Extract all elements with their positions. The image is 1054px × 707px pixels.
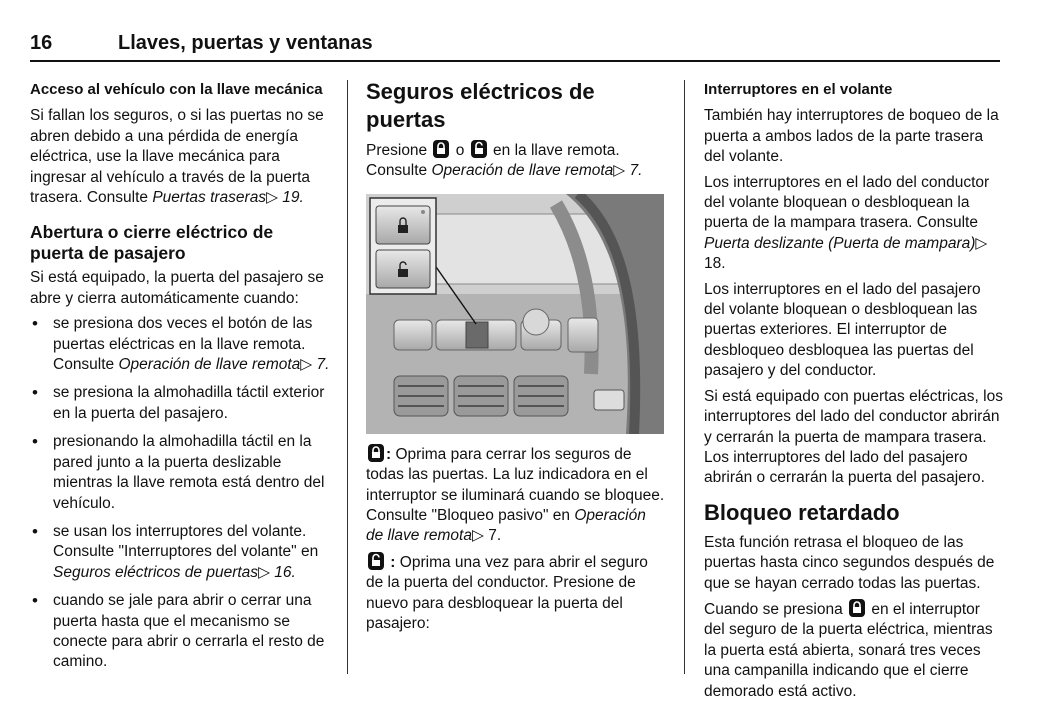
ref-link[interactable]: Seguros eléctricos de puertas	[53, 563, 259, 581]
condition-list	[30, 314, 330, 673]
door-lock-switch-photo	[366, 194, 664, 434]
ref-link[interactable]: Operación de llave remota	[118, 356, 301, 374]
arrow-icon: ▷	[300, 356, 313, 374]
column-divider	[684, 80, 685, 674]
column-divider	[347, 80, 348, 674]
paragraph: Los interruptores en el lado del conductor del volante bloquean o desbloquean la puerta de la mampara trasera. Consulte Puerta deslizante (Puerta de mampara)▷ 18.	[704, 173, 990, 273]
arrow-icon: ▷	[258, 563, 270, 581]
ref-link[interactable]: Operación de llave remota	[366, 507, 646, 545]
ref-link[interactable]: Operación de llave remota	[431, 162, 614, 180]
list-item: • se presiona dos veces el botón de las puertas eléctricas en la llave remota. Consulte Operación de llave remota▷ 7.	[30, 314, 330, 375]
lock-closed-icon	[433, 140, 449, 158]
lock-open-icon	[368, 552, 384, 570]
arrow-icon: ▷	[266, 189, 278, 207]
page-header	[30, 30, 1000, 62]
ref-link[interactable]: Puerta deslizante (Puerta de mampara)	[704, 234, 976, 252]
lock-closed-icon	[368, 444, 384, 462]
section-title: Seguros eléctricos de puertas	[366, 79, 595, 132]
lock-open-icon	[471, 140, 487, 158]
arrow-icon: ▷	[975, 234, 988, 252]
column-left	[30, 80, 330, 681]
list-item: • se presiona la almohadilla táctil exterior en la puerta del pasajero.	[30, 383, 330, 424]
ref-link[interactable]: Puertas traseras	[152, 189, 267, 207]
page-title: Llaves, puertas y ventanas	[118, 32, 373, 54]
list-item: • presionando la almohadilla táctil en la pared junto a la puerta deslizable mientras la llave remota está dentro del vehículo.	[30, 432, 330, 514]
heading-mechanical-key: Acceso al vehículo con la llave mecánica	[30, 81, 323, 98]
lock-closed-icon	[849, 599, 865, 617]
paragraph-unlock: : Oprima una vez para abrir el seguro de la puerta del conductor. Presione de nuevo para desbloquear la puerta del pasajero:	[366, 553, 648, 633]
paragraph-lock: : Oprima para cerrar los seguros de todas las puertas. La luz indicadora en el interruptor se iluminará cuando se bloquee. Consulte "Bloqueo pasivo" en Operación de llave remota▷ 7.	[366, 445, 665, 545]
paragraph: Cuando se presiona en el interruptor del seguro de la puerta eléctrica, mientras la puerta está abierta, sonará tres veces una campanilla indicando que el cierre demorado está activo.	[704, 600, 993, 700]
paragraph: También hay interruptores de boqueo de la puerta a ambos lados de la parte trasera del volante.	[704, 107, 999, 166]
page-number: 16	[30, 32, 53, 54]
column-middle	[366, 80, 666, 639]
heading-delayed-lock: Bloqueo retardado	[704, 499, 900, 525]
arrow-icon: ▷	[471, 527, 484, 545]
paragraph: Los interruptores en el lado del pasajero del volante bloquean o desbloquean las puertas exteriores. El interruptor de desbloqueo desbloquea las puertas del pasajero y del conductor.	[704, 280, 981, 380]
list-item: • se usan los interruptores del volante. Consulte "Interruptores del volante" en Seguros eléctricos de puertas▷ 16.	[30, 522, 330, 583]
arrow-icon: ▷	[613, 162, 626, 180]
paragraph: Esta función retrasa el bloqueo de las puertas hasta cinco segundos después de que se hayan cerrado todas las puertas.	[704, 533, 995, 592]
paragraph-mechanical-key: Si fallan los seguros, o si las puertas no se abren debido a una pérdida de energía eléctrica, use la llave mecánica para ingresar al vehículo a través de la puerta trasera. Consulte Puertas traseras▷ 19.	[30, 107, 324, 207]
column-right	[704, 80, 1004, 707]
paragraph-remote: Presione o en la llave remota. Consulte Operación de llave remota▷ 7.	[366, 142, 643, 180]
paragraph: Si está equipado con puertas eléctricas, los interruptores del lado del conductor abrirán y cerrarán la puerta de mampara trasera. Los interruptores del lado del pasajero abrirán o cerrarán la puerta del pasajero.	[704, 387, 1003, 487]
dashboard-illustration	[366, 194, 664, 434]
paragraph-power-door: Si está equipado, la puerta del pasajero se abre y cierra automáticamente cuando:	[30, 269, 324, 307]
heading-power-door: Abertura o cierre eléctrico de puerta de pasajero	[30, 222, 274, 264]
heading-wheel-switches: Interruptores en el volante	[704, 81, 893, 98]
list-item: • cuando se jale para abrir o cerrar una puerta hasta que el mecanismo se conecte para abrir o cerrarla el resto de camino.	[30, 591, 330, 673]
